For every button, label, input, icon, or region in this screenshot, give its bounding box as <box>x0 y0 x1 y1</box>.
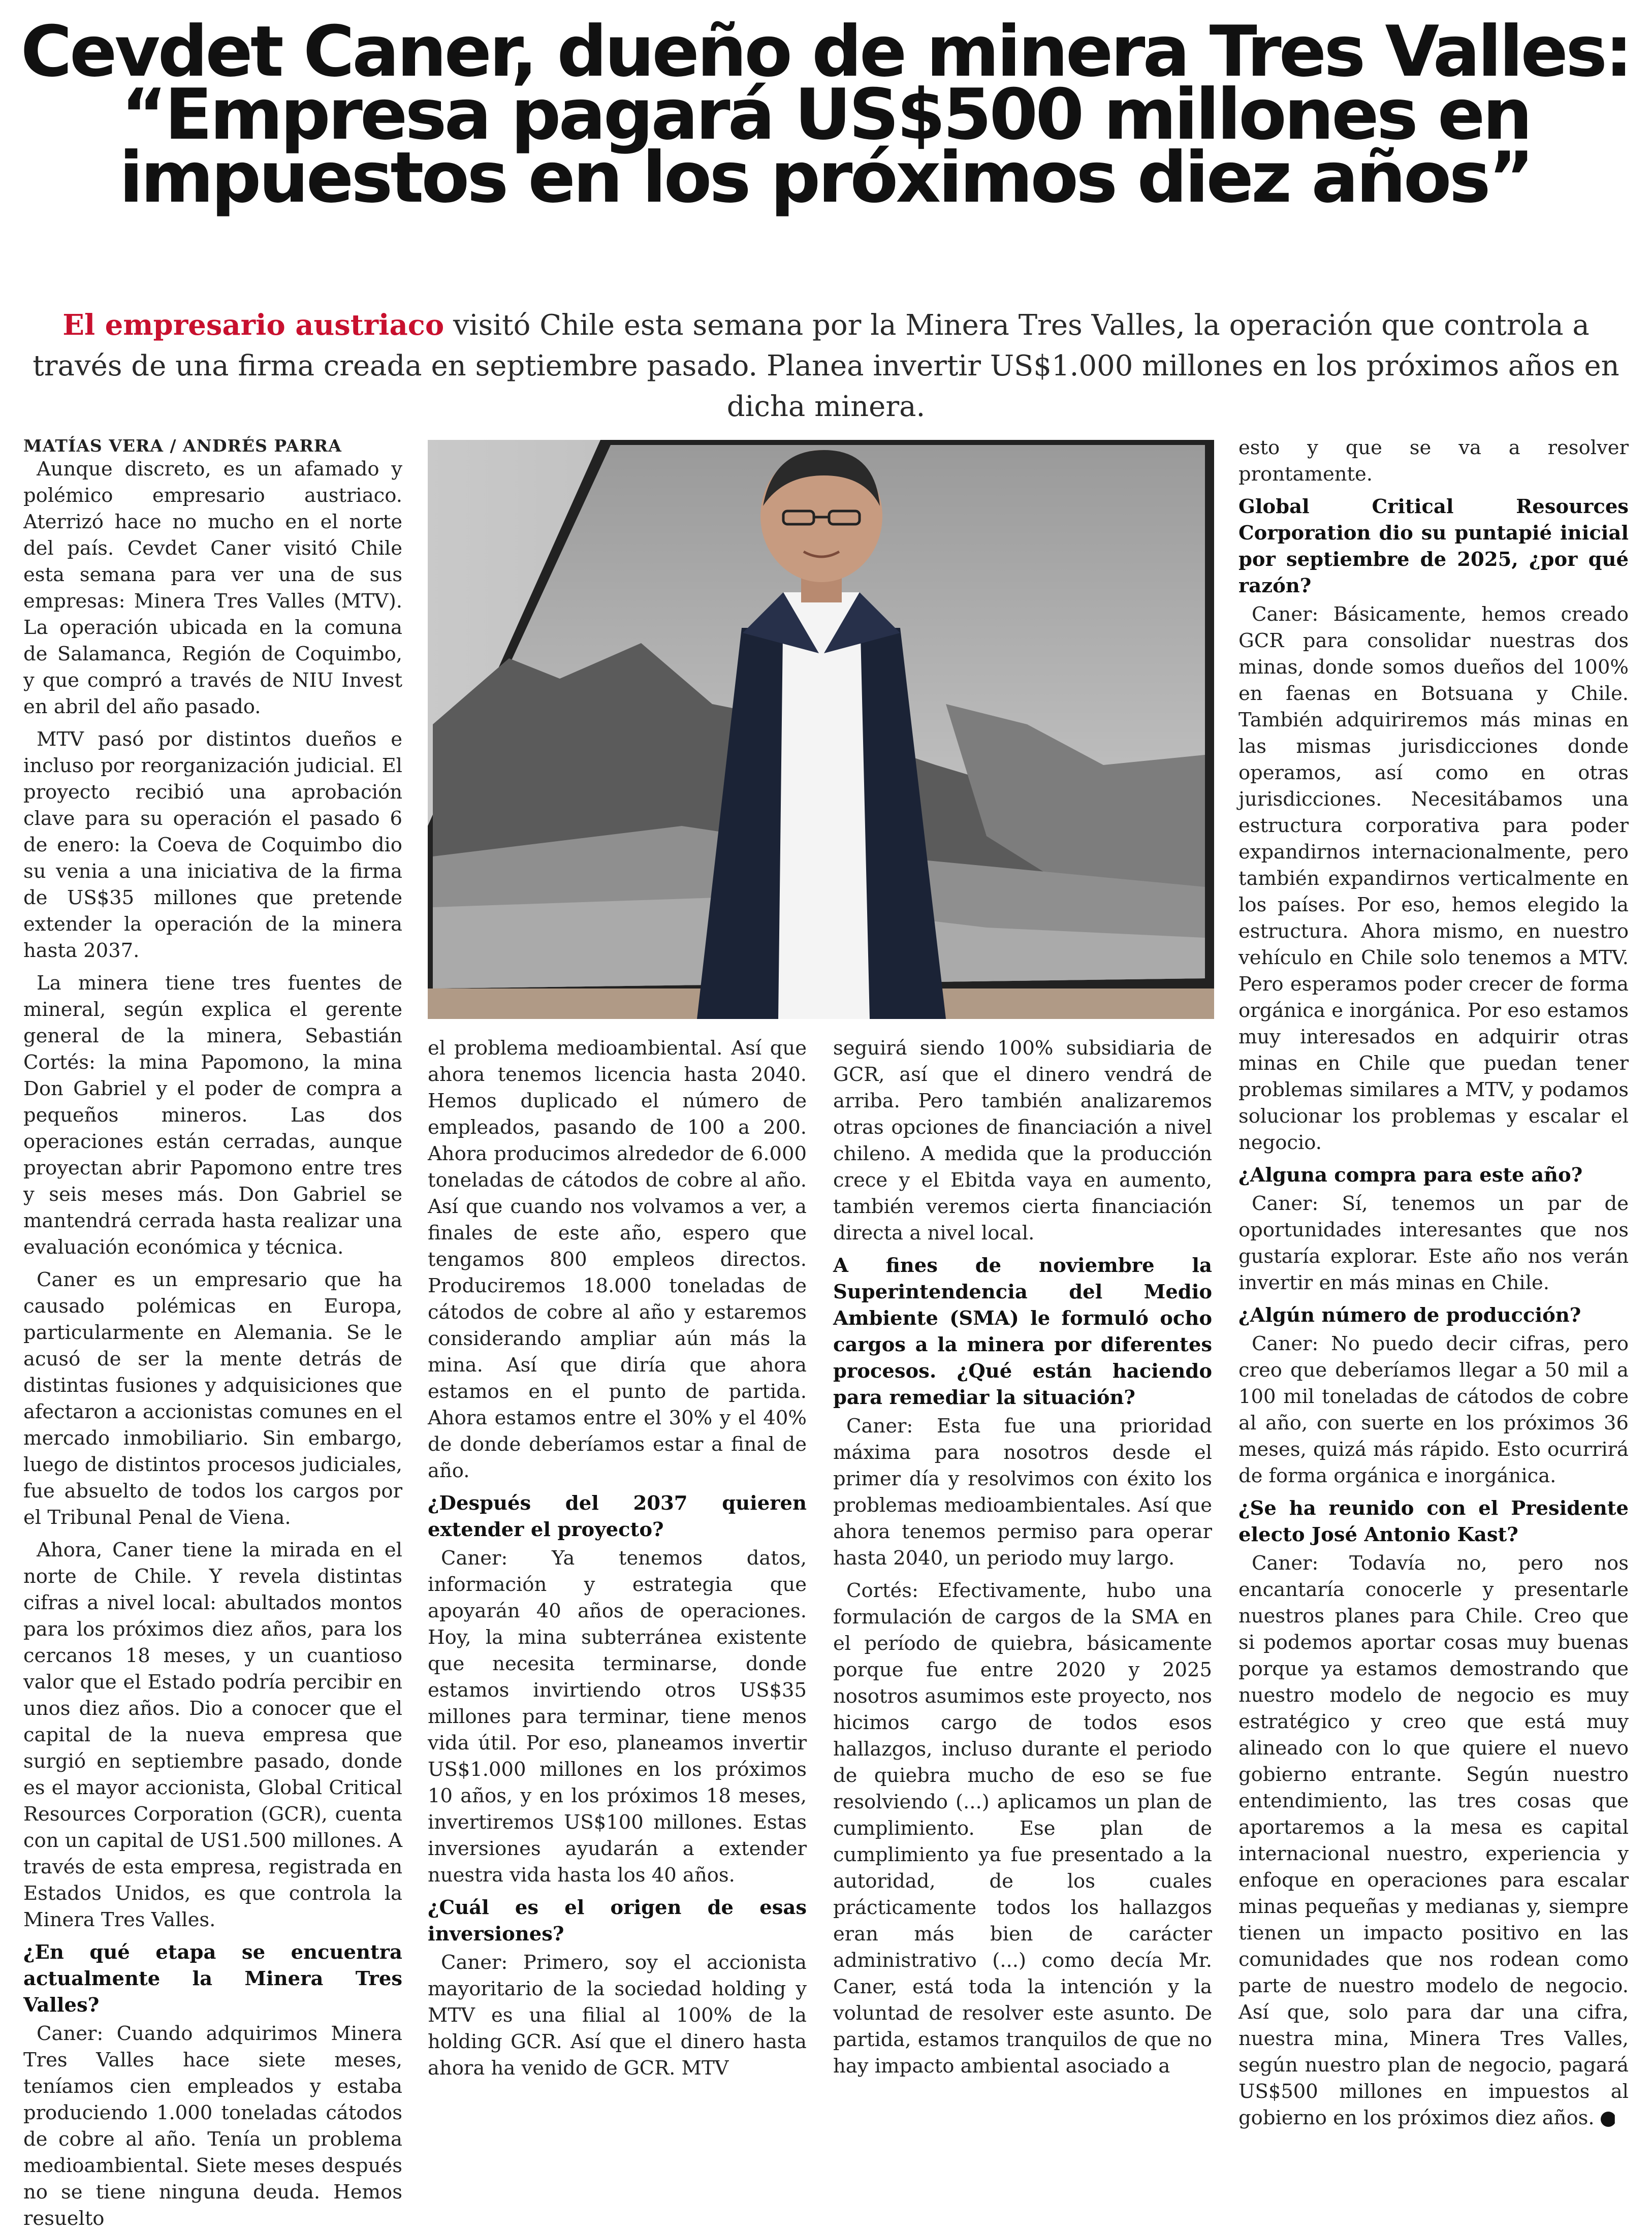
paragraph: Caner es un empresario que ha causado polémicas en Europa, particularmente en Alemania. Se le acusó de ser la mente detrás de distintas fusiones y adquisiciones que afectaron a accionistas comunes en el mercado inmobiliario. Sin embargo, luego de distintos procesos judiciales, fue absuelto de todos los cargos por el Tribunal Penal de Viena. <box>23 1268 402 1529</box>
paragraph: Ahora, Caner tiene la mirada en el norte de Chile. Y revela distintas cifras a nivel local: abultados montos para los próximos diez años, para los cercanos 18 meses, y un cuantioso valor que el Estado podría percibir en unos diez años. Dio a conocer que el capital de la nueva empresa que surgió en septiembre pasado, donde es el mayor accionista, Global Critical Resources Corporation (GCR), cuenta con un capital de US1.500 millones. A través de esta empresa, registrada en Estados Unidos, es que controla la Minera Tres Valles. <box>23 1539 402 1931</box>
interview-answer: esto y que se va a resolver prontamente. <box>1238 436 1629 486</box>
headline-line-1: Cevdet Caner, dueño de minera Tres Valles: <box>20 11 1631 92</box>
interview-question: Global Critical Resources Corporation dio su puntapié inicial por septiembre de 2025, ¿por qué razón? <box>1238 495 1629 597</box>
interview-answer: Caner: Primero, soy el accionista mayoritario de la sociedad holding y MTV es una filial al 100% de la holding GCR. Así que el dinero hasta ahora ha venido de GCR. MTV <box>428 1951 807 2080</box>
end-mark-icon: P <box>1601 2112 1616 2127</box>
headline-line-3: impuestos en los próximos diez años” <box>119 137 1532 218</box>
answer-text: Caner: Todavía no, pero nos encantaría conocerle y presentarle nuestros planes para Chile. Creo que si podemos aportar cosas muy buenas porque ya estamos demostrando que nuestro modelo de negocio es muy estratégico y creo que está muy alineado con lo que quiere el nuevo gobierno entrante. Según nuestro entendimiento, las tres cosas que aportaremos a la mesa es capital internacional nuestro, experiencia y enfoque en operaciones para escalar minas pequeñas y medianas y, siempre tienen un impacto positivo en las comunidades que nos rodean como parte de nuestro modelo de negocio. Así que, solo para dar una cifra, nuestra mina, Minera Tres Valles, según nuestro plan de negocio, pagará US$500 millones en impuestos al gobierno en los próximos diez años. <box>1238 1552 1629 2129</box>
interview-answer: el problema medioambiental. Así que ahora tenemos licencia hasta 2040. Hemos duplicado el número de empleados, pasando de 100 a 200. Ahora producimos alrededor de 6.000 toneladas de cátodos de cobre al año. Así que cuando nos volvamos a ver, a finales de este año, espero que tengamos 800 empleos directos. Produciremos 18.000 toneladas de cátodos de cobre al año y estaremos considerando ampliar aún más la mina. Así que diría que ahora estamos en el punto de partida. Ahora estamos entre el 30% y el 40% de donde deberíamos estar a final de año. <box>428 1037 807 1482</box>
article-column-3 <box>833 1035 1212 2078</box>
paragraph: Aunque discreto, es un afamado y polémico empresario austriaco. Aterrizó hace no mucho en el norte del país. Cevdet Caner visitó Chile esta semana para ver una de sus empresas: Minera Tres Valles (MTV). La operación ubicada en la comuna de Salamanca, Región de Coquimbo, y que compró a través de NIU Invest en abril del año pasado. <box>23 458 402 718</box>
lead-text: visitó Chile esta semana por la Minera Tres Valles, la operación que controla a través de una firma creada en septiembre pasado. Planea invertir US$1.000 millones en los próximos años en dicha minera. <box>33 309 1619 423</box>
interview-answer: seguirá siendo 100% subsidiaria de GCR, así que el dinero vendrá de arriba. Pero también analizaremos otras opciones de financiación a nivel chileno. A medida que la producción crece y el Ebitda vaya en aumento, también veremos cierta financiación directa a nivel local. <box>833 1037 1212 1245</box>
interview-answer: Caner: Ya tenemos datos, información y estrategia que apoyarán 40 años de operaciones. Hoy, la mina subterránea existente que necesita terminarse, donde estamos invirtiendo otros US$35 millones para terminar, tiene menos vida útil. Por eso, planeamos invertir US$1.000 millones en los próximos 10 años, y en los próximos 18 meses, invertiremos US$100 millones. Estas inversiones ayudarán a extender nuestra vida hasta los 40 años. <box>428 1547 807 1887</box>
article-photo <box>428 440 1214 1019</box>
lead-paragraph <box>30 305 1622 427</box>
interview-answer: Caner: Sí, tenemos un par de oportunidades interesantes que nos gustaría explorar. Este año nos verán invertir en más minas en Chile. <box>1238 1192 1629 1294</box>
interview-question: ¿Algún número de producción? <box>1238 1304 1581 1327</box>
headline <box>20 11 1631 218</box>
portrait-photo-illustration <box>428 440 1214 1019</box>
interview-question: ¿Alguna compra para este año? <box>1238 1164 1583 1187</box>
interview-answer: Caner: Cuando adquirimos Minera Tres Valles hace siete meses, teníamos cien empleados y estaba produciendo 1.000 toneladas cátodos de cobre al año. Tenía un problema medioambiental. Siete meses después no se tiene ninguna deuda. Hemos resuelto <box>23 2022 402 2230</box>
interview-answer: Caner: Esta fue una prioridad máxima para nosotros desde el primer día y resolvimos con éxito los problemas medioambientales. Así que ahora tenemos permiso para operar hasta 2040, un periodo muy largo. <box>833 1415 1212 1570</box>
interview-question: ¿En qué etapa se encuentra actualmente la Minera Tres Valles? <box>23 1941 402 2017</box>
headline-line-2: “Empresa pagará US$500 millones en <box>121 74 1530 155</box>
article-column-1 <box>23 456 402 2230</box>
paragraph: La minera tiene tres fuentes de mineral, según explica el gerente general de la minera, Sebastián Cortés: la mina Papomono, la mina Don Gabriel y el poder de compra a pequeños mineros. Las dos operaciones están cerradas, aunque proyectan abrir Papomono entre tres y seis meses más. Don Gabriel se mantendrá cerrada hasta realizar una evaluación económica y técnica. <box>23 972 402 1259</box>
paragraph: MTV pasó por distintos dueños e incluso por reorganización judicial. El proyecto recibió una aprobación clave para su operación el pasado 6 de enero: la Coeva de Coquimbo dio su venia a una iniciativa de la firma de US$35 millones que pretende extender la operación de la minera hasta 2037. <box>23 728 402 962</box>
interview-question: A fines de noviembre la Superintendencia del Medio Ambiente (SMA) le formuló ocho cargos a la minera por diferentes procesos. ¿Qué están haciendo para remediar la situación? <box>833 1254 1212 1409</box>
article-column-2 <box>428 1035 807 2080</box>
interview-answer <box>1238 1550 1629 2131</box>
interview-question: ¿Cuál es el origen de esas inversiones? <box>428 1896 807 1946</box>
interview-question: ¿Después del 2037 quieren extender el proyecto? <box>428 1492 807 1541</box>
lead-highlight: El empresario austriaco <box>62 308 444 342</box>
byline: MATÍAS VERA / ANDRÉS PARRA <box>23 436 342 456</box>
interview-answer: Caner: Básicamente, hemos creado GCR para consolidar nuestras dos minas, donde somos dueños del 100% en faenas en Botsuana y Chile. También adquiriremos más minas en las mismas jurisdicciones donde operamos, así como en otras jurisdicciones. Necesitábamos una estructura corporativa para poder expandirnos internacionalmente, pero también expandirnos verticalmente en los países. Por eso, hemos elegido la estructura. Ahora mismo, en nuestro vehículo en Chile solo tenemos a MTV. Pero esperamos poder crecer de forma orgánica e inorgánica. Por eso estamos muy interesados en adquirir otras minas en Chile que puedan tener problemas similares a MTV, y podamos solucionar los problemas y escalar el negocio. <box>1238 603 1629 1154</box>
article-column-4 <box>1238 435 1629 2129</box>
interview-question: ¿Se ha reunido con el Presidente electo José Antonio Kast? <box>1238 1497 1629 1546</box>
interview-answer: Cortés: Efectivamente, hubo una formulación de cargos de la SMA en el período de quiebra, básicamente porque fue entre 2020 y 2025 nosotros asumimos este proyecto, nos hicimos cargo de todos esos hallazgos, incluso durante el periodo de quiebra mucho de eso se fue resolviendo (...) aplicamos un plan de cumplimiento. Ese plan de cumplimiento ya fue presentado a la autoridad, de los cuales prácticamente todos los hallazgos eran más bien de carácter administrativo (...) como decía Mr. Caner, está toda la intención y la voluntad de resolver este asunto. De partida, estamos tranquilos de que no hay impacto ambiental asociado a <box>833 1579 1212 2078</box>
interview-answer: Caner: No puedo decir cifras, pero creo que deberíamos llegar a 50 mil a 100 mil toneladas de cátodos de cobre al año, con suerte en los próximos 36 meses, quizá más rápido. Esto ocurrirá de forma orgánica e inorgánica. <box>1238 1332 1629 1487</box>
